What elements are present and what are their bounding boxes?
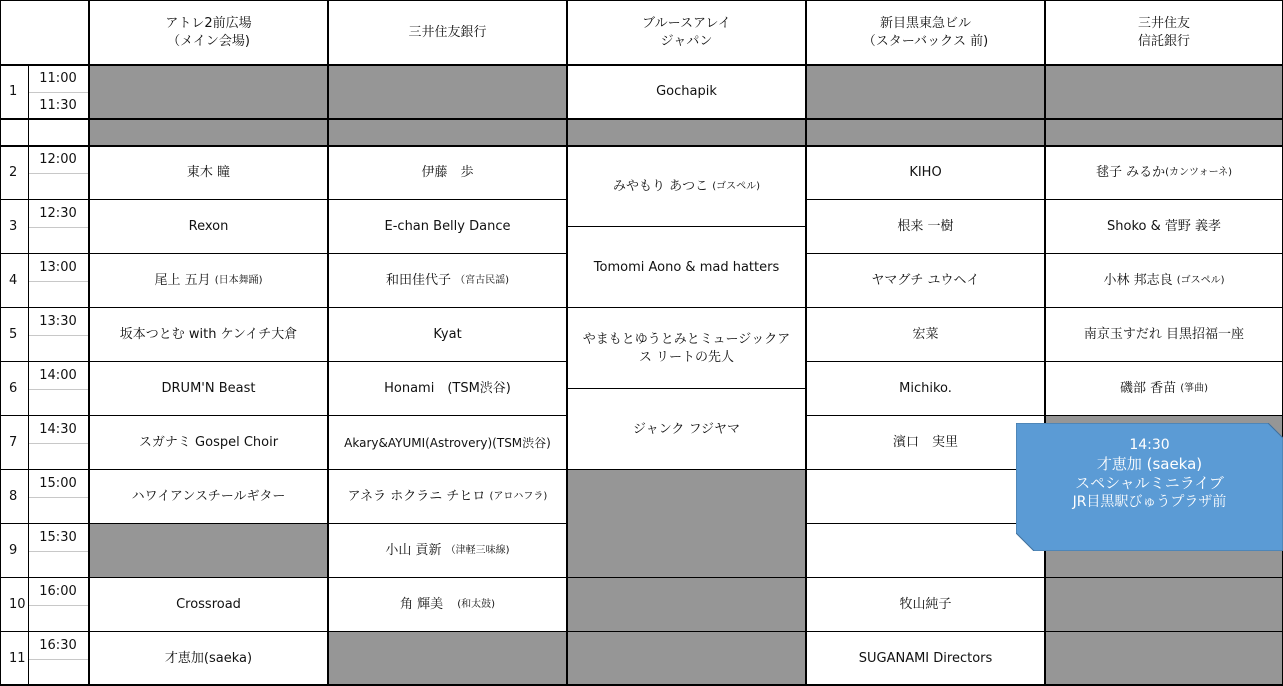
performer-name: 南京玉すだれ 目黒招福一座 [1083,327,1245,342]
venue-subname: （メイン会場) [167,33,250,49]
performer-name: Tomomi Aono & mad hatters [593,259,780,275]
performer-genre: （津軽三味線) [445,545,510,556]
performer-genre: (ゴスペル) [712,180,761,192]
performer-name: 坂本つとむ with ケンイチ大倉 [119,327,298,342]
performer-name: 磯部 香苗 [1119,381,1177,396]
performer-name: 宏菜 [912,327,939,342]
performer-name: 和田佳代子 [385,273,451,288]
header-venue-smbc [328,0,567,65]
performance-cell [806,362,1045,416]
time-label: 15:30 [29,526,87,550]
performer-name: DRUM'N Beast [161,381,256,396]
performer-name: E-chan Belly Dance [384,219,511,234]
performance-cell [328,308,567,362]
performance-cell [806,308,1045,362]
performer-name: Shoko & 菅野 義孝 [1107,219,1221,234]
time-label: 14:30 [29,418,87,442]
performance-cell [1045,200,1283,254]
empty-slot [806,65,1045,119]
time-label: 16:00 [29,580,87,604]
performance-cell [1045,362,1283,416]
performance-cell [328,524,567,578]
row-number: 1 [0,65,28,119]
performer-genre: (日本舞踊) [214,275,263,286]
time-label: 15:00 [29,472,87,496]
performer-name: 濱口 実里 [892,435,958,450]
performance-cell [89,200,328,254]
performance-cell [89,308,328,362]
empty-slot [1045,65,1283,119]
header-venue-shinmeguro [806,0,1045,65]
performer-name: 才恵加(saeka) [164,651,253,666]
empty-slot [89,524,328,578]
performer-name: アネラ ホクラニ チヒロ [347,489,486,504]
callout-title: スペシャルミニライブ [1075,474,1224,492]
performer-name: Kyat [433,327,462,342]
venue-subname: ジャパン [660,33,713,49]
empty-slot [89,119,1283,146]
performer-name: 小林 邦志良 [1103,273,1173,288]
performer-name: Rexon [188,219,229,234]
performer-name: ヤマグチ ユウヘイ [871,273,980,288]
header-venue-trust-bank [1045,0,1283,65]
callout-time: 14:30 [1129,437,1170,453]
empty-slot [328,65,567,119]
venue-name: 三井住友銀行 [408,24,487,40]
row-number: 4 [0,254,28,308]
time-label: 11:00 [29,67,87,91]
row-number: 3 [0,200,28,254]
performance-cell [567,65,806,119]
time-label: 13:00 [29,256,87,280]
performance-cell [806,632,1045,686]
performer-name: 毬子 みるか [1095,165,1166,180]
performer-genre: (ゴスペル) [1176,275,1225,286]
time-label: 11:30 [29,94,87,118]
row-number: 2 [0,146,28,200]
performer-name: スガナミ Gospel Choir [138,435,279,450]
performer-genre: (箏曲) [1180,383,1209,394]
time-label: 12:30 [29,202,87,226]
performer-name: ハワイアンスチールギター [131,489,286,504]
performance-cell [567,308,806,389]
empty-slot [89,65,328,119]
callout-artist: 才恵加 (saeka) [1096,455,1203,473]
time-label: 14:00 [29,364,87,388]
performance-cell [806,146,1045,200]
performer-name: 伊藤 歩 [421,165,474,180]
performance-cell [89,578,328,632]
performer-name: みやもり あつこ [612,178,709,194]
performance-cell [567,227,806,308]
performer-name: 尾上 五月 [154,273,211,288]
time-label: 12:00 [29,148,87,172]
performance-cell [806,200,1045,254]
performance-cell [806,416,1045,470]
row-number: 7 [0,416,28,470]
performance-cell [567,389,806,470]
performer-name: 東木 瞳 [186,165,231,180]
performance-cell [328,254,567,308]
callout-place: JR目黒駅びゅうプラザ前 [1072,494,1227,510]
performance-cell [328,578,567,632]
row-number: 10 [0,578,28,632]
venue-name: ブルースアレイ [642,15,731,31]
performer-name: Gochapik [656,84,717,99]
performance-cell [328,200,567,254]
performance-cell [328,362,567,416]
header-venue-blues-alley [567,0,806,65]
performance-cell [328,416,567,470]
venue-subname: （スターバックス 前) [862,33,989,49]
performance-cell [1045,254,1283,308]
header-corner [0,0,89,65]
row-number: 11 [0,632,28,685]
performance-cell [1045,146,1283,200]
performance-cell [1045,308,1283,362]
performer-name: やまもとゆうとみとミュージックアス リートの先人 [582,331,791,365]
performer-name: 小山 貢新 [385,543,442,558]
empty-slot [328,632,567,686]
time-label: 13:30 [29,310,87,334]
performance-cell [328,146,567,200]
performer-name: Akary&AYUMI(Astrovery)(TSM渋谷) [344,436,551,450]
row-number: 8 [0,470,28,524]
row-number: 6 [0,362,28,416]
performance-cell [806,254,1045,308]
empty-slot [567,470,806,686]
venue-name: 三井住友 [1137,15,1190,31]
performer-name: 根来 一樹 [897,219,954,234]
row-number: 5 [0,308,28,362]
performer-genre: (和太鼓) [447,599,496,610]
performance-cell [89,632,328,686]
performance-cell [567,146,806,227]
performance-cell [89,362,328,416]
venue-name: 新目黒東急ビル [879,15,971,31]
performer-name: SUGANAMI Directors [858,651,993,666]
performer-name: ジャンク フジヤマ [632,421,741,437]
performer-name: Crossroad [176,597,241,612]
performer-name: Michiko. [899,381,952,396]
performer-name: Honami (TSM渋谷) [384,381,511,396]
performer-name: 角 輝美 [399,597,444,612]
performance-cell [89,254,328,308]
performance-cell [89,146,328,200]
venue-subname: 信託銀行 [1137,33,1190,49]
time-label: 16:30 [29,634,87,658]
performer-genre: (アロハフラ) [489,491,548,502]
row-number: 9 [0,524,28,578]
header-venue-atre [89,0,328,65]
performance-cell [806,578,1045,632]
performer-genre: (カンツォーネ) [1165,167,1233,178]
row-number [0,119,28,146]
venue-name: アトレ2前広場 [165,15,252,31]
performance-cell [328,470,567,524]
performer-genre: （宮古民謡) [455,275,510,286]
performance-cell [89,470,328,524]
performer-name: KIHO [909,165,942,180]
performer-name: 牧山純子 [899,597,952,612]
performance-cell [89,416,328,470]
callout-text [1016,436,1283,512]
